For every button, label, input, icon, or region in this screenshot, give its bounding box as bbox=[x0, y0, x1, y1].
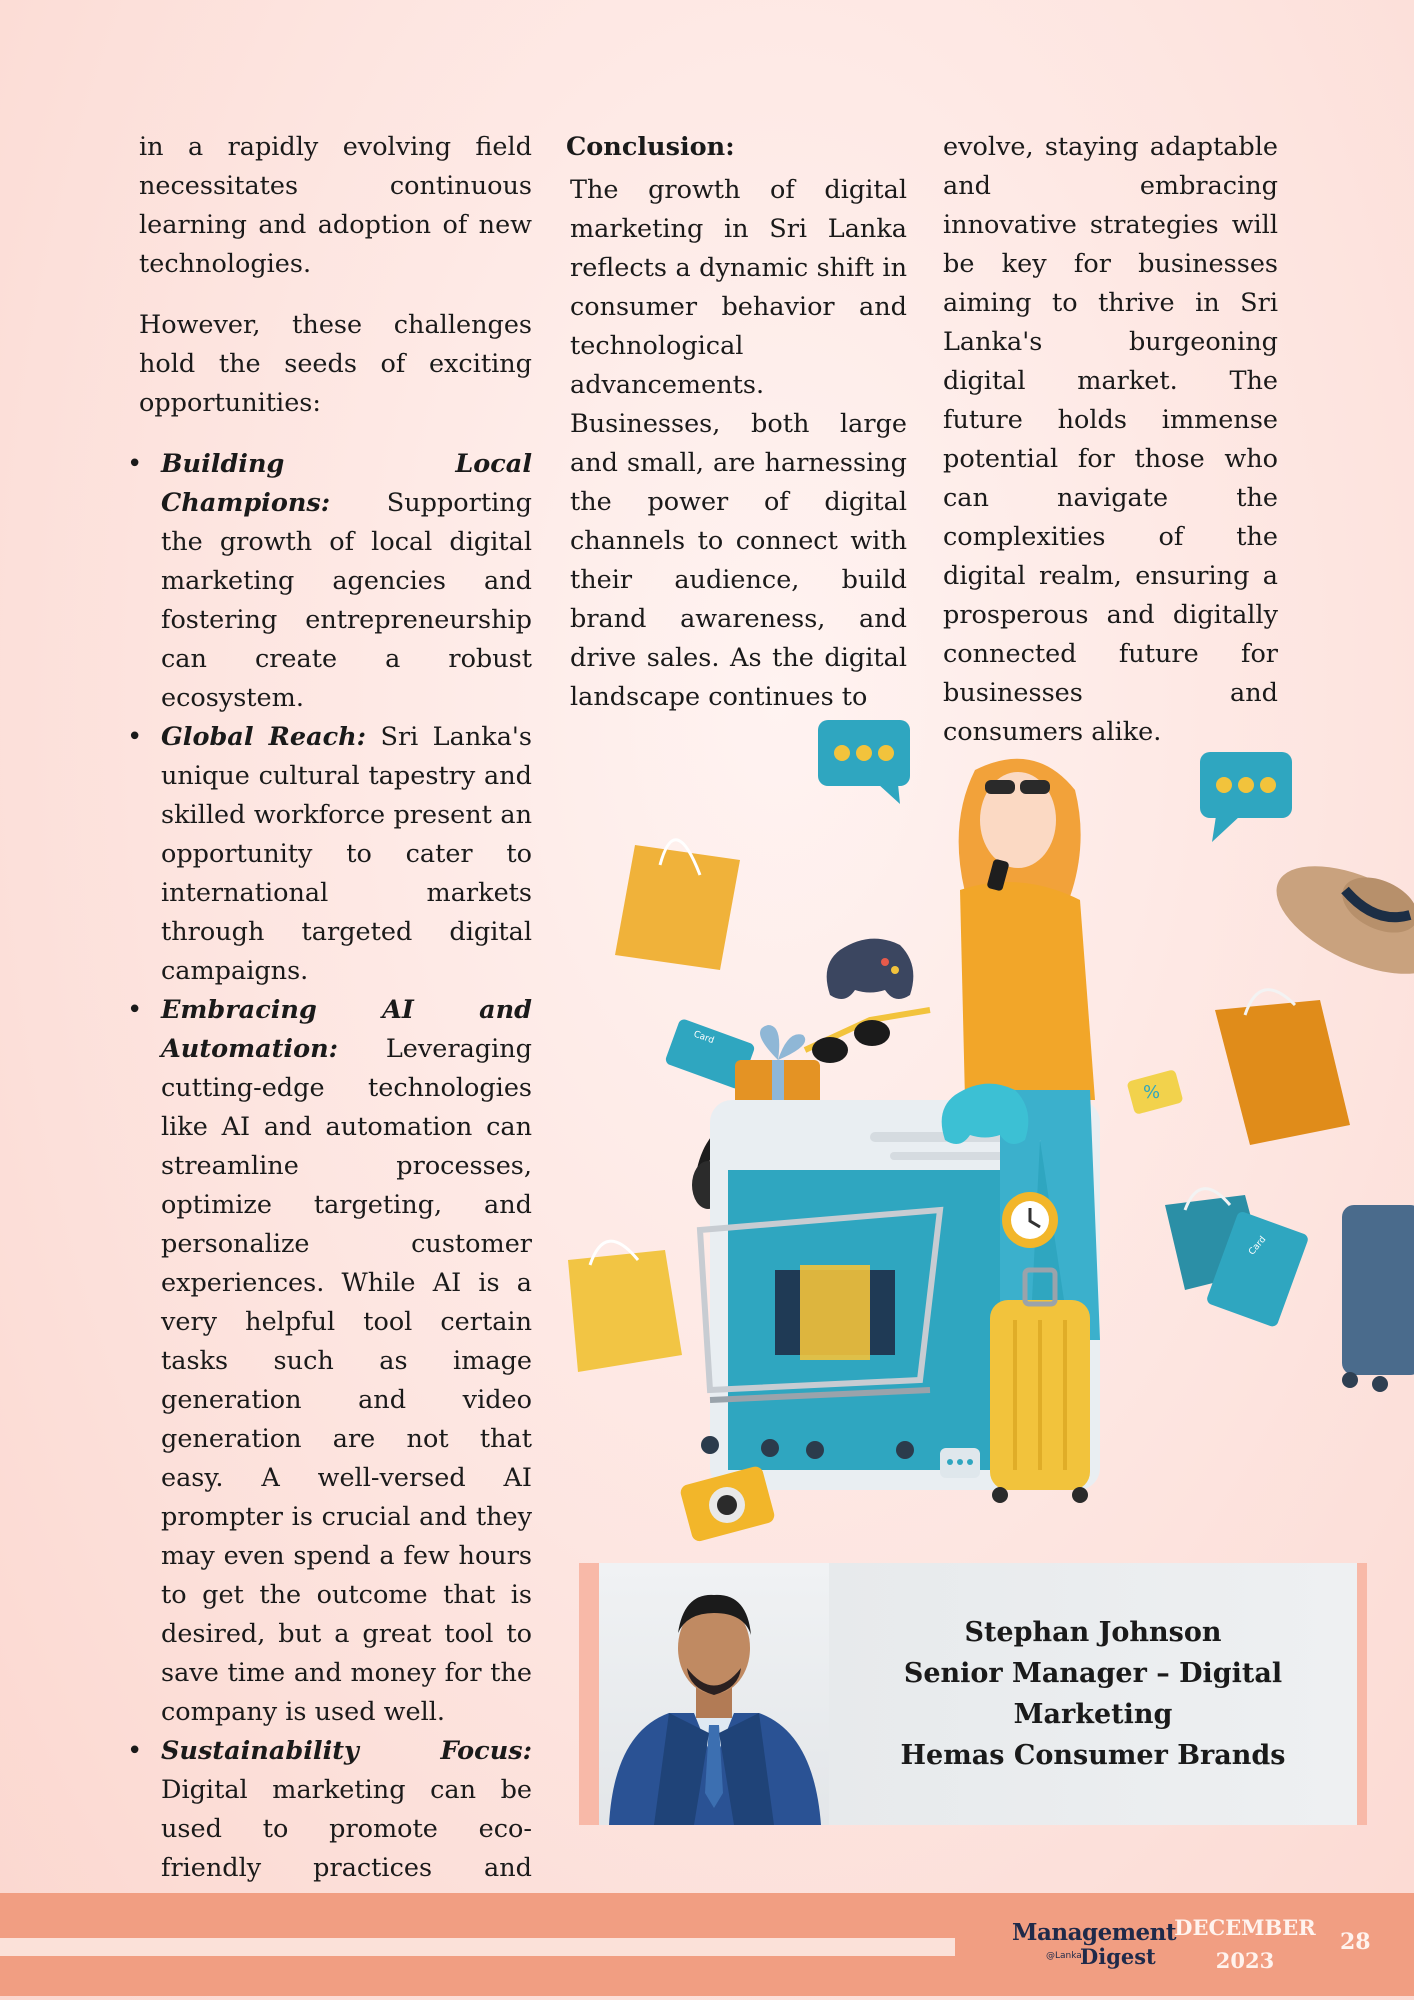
bullet-title: Global Reach: bbox=[161, 722, 367, 752]
bullet-title: Sustainability Focus: bbox=[161, 1736, 532, 1766]
bullet-title: Embracing AI and Automation: bbox=[161, 995, 532, 1064]
bullet-text: Supporting the growth of local digital marketing agencies and fostering entrepreneurship can create a robust ecosystem. bbox=[161, 488, 532, 713]
list-item bbox=[139, 718, 532, 991]
article-column-2 bbox=[566, 128, 907, 739]
issue-year: 2023 bbox=[1215, 1948, 1275, 1973]
author-company: Hemas Consumer Brands bbox=[900, 1740, 1286, 1771]
coupon-icon bbox=[1126, 1069, 1183, 1115]
chat-bubble-icon bbox=[1200, 752, 1292, 842]
chat-bubble-icon bbox=[818, 720, 910, 804]
camera-icon bbox=[679, 1465, 776, 1543]
magazine-logo-top: Management bbox=[1012, 1919, 1177, 1946]
author-info bbox=[829, 1563, 1357, 1825]
shopping-bag-icon bbox=[568, 1241, 682, 1372]
magazine-logo-tag: @Lanka bbox=[1046, 1951, 1082, 1961]
list-item bbox=[139, 445, 532, 718]
bullet-text: Leveraging cutting-edge technologies like AI and automation can streamline processes, optimize targeting, and personalize customer experiences. While AI is a very helpful tool certain tasks such as image generation and video generation are not that easy. A well-versed AI prompter is crucial and they may even spend a few hours to get the outcome that is desired, but a great tool to save time and money for the company is used well. bbox=[161, 1034, 532, 1727]
page-footer bbox=[0, 1893, 1414, 1996]
list-item bbox=[139, 991, 532, 1732]
bullet-title: Building Local Champions: bbox=[161, 449, 532, 518]
game-controller-icon bbox=[827, 939, 914, 999]
suitcase-icon bbox=[1342, 1205, 1414, 1392]
author-title: Senior Manager – Digital Marketing bbox=[903, 1658, 1283, 1730]
alarm-clock-icon bbox=[1002, 1192, 1058, 1248]
sunglasses-icon bbox=[805, 1010, 930, 1063]
conclusion-heading: Conclusion: bbox=[566, 132, 735, 162]
paragraph: evolve, staying adaptable and embracing innovative strategies will be key for businesses aiming to thrive in Sri Lanka's burgeoning digital market. The future holds immense potential for those who can navigate the complexities of the digital realm, ensuring a prosperous and digitally connected future for businesses and consumers alike. bbox=[943, 132, 1278, 747]
article-column-1 bbox=[139, 128, 532, 1966]
shopping-illustration bbox=[560, 700, 1414, 1560]
bullet-text: Sri Lanka's unique cultural tapestry and skilled workforce present an opportunity to cater to international markets through targeted digital campaigns. bbox=[161, 722, 532, 986]
suitcase-icon bbox=[990, 1270, 1090, 1503]
paragraph: in a rapidly evolving field necessitates continuous learning and adoption of new technologies. bbox=[139, 132, 532, 279]
opportunities-list bbox=[139, 445, 532, 1966]
card-label: Card bbox=[692, 1029, 716, 1047]
magazine-logo-bottom: Digest bbox=[1080, 1944, 1156, 1969]
game-controller-icon bbox=[942, 1084, 1029, 1144]
shopping-bag-icon bbox=[615, 840, 740, 970]
coupon-label: % bbox=[1143, 1082, 1161, 1103]
author-name: Stephan Johnson bbox=[964, 1617, 1222, 1648]
issue-month: DECEMBER bbox=[1174, 1915, 1316, 1940]
paragraph: However, these challenges hold the seeds of exciting opportunities: bbox=[139, 310, 532, 418]
sun-hat-icon bbox=[1261, 844, 1414, 996]
footer-divider bbox=[0, 1938, 955, 1956]
page-number: 28 bbox=[1340, 1929, 1371, 1955]
shopping-bag-icon bbox=[1215, 990, 1350, 1145]
article-column-3 bbox=[943, 128, 1278, 774]
bullet-text: Digital marketing can be used to promote eco-friendly practices and bbox=[161, 1775, 532, 1883]
paragraph: The growth of digital marketing in Sri Lanka reflects a dynamic shift in consumer behavior and technological advancements. Businesses, both large and small, are harnessing the power of digital channels to connect with their audience, build brand awareness, and drive sales. As the digital landscape continues to bbox=[570, 175, 907, 712]
card-label: Card bbox=[1247, 1234, 1269, 1258]
author-photo bbox=[599, 1563, 829, 1825]
author-card bbox=[579, 1563, 1367, 1825]
